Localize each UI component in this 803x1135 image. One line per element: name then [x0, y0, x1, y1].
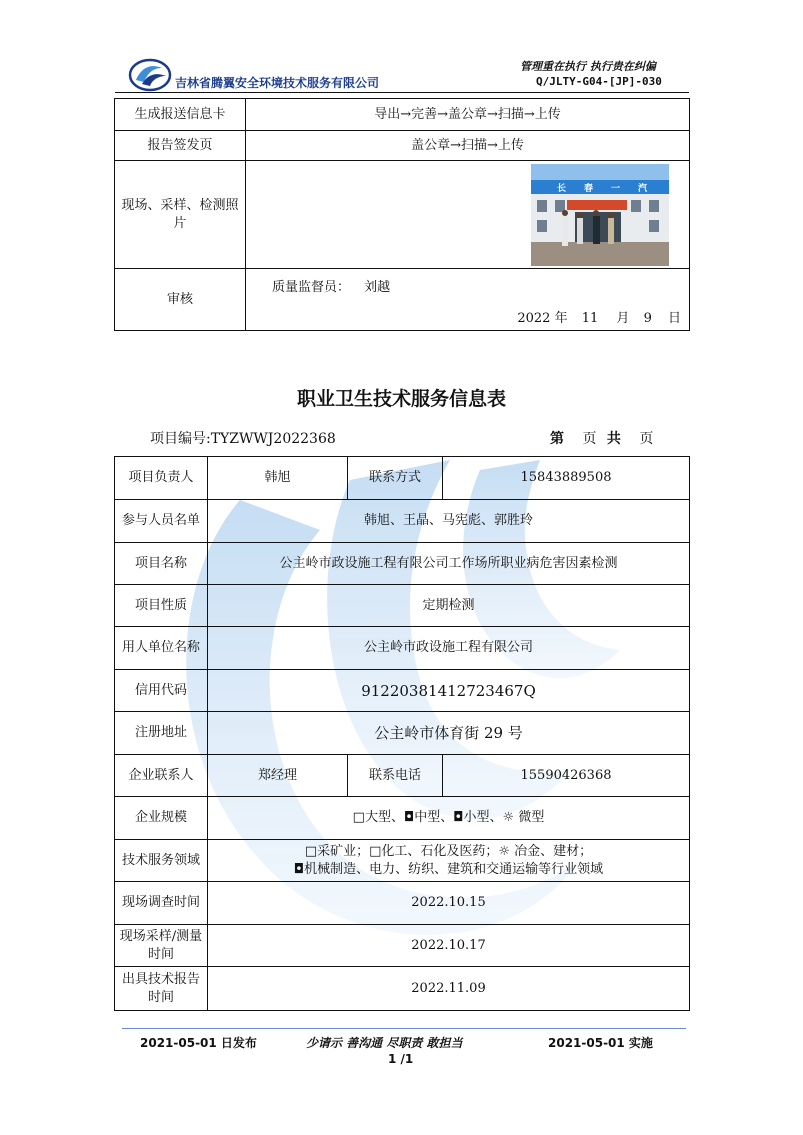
photo-cell	[246, 161, 690, 269]
scale-option: ☼ 微型	[502, 810, 545, 825]
table-row	[115, 797, 690, 840]
footer-motto: 少请示 善沟通 尽职责 敢担当	[306, 1036, 463, 1050]
table-row	[115, 500, 690, 543]
survey-value: 2022.10.15	[208, 882, 690, 925]
page-of	[550, 428, 653, 448]
footer-effective-date: 2021-05-01 实施	[548, 1036, 653, 1050]
field-value	[208, 840, 690, 882]
review-cell	[246, 269, 690, 331]
leader-value: 韩旭	[208, 457, 348, 500]
sampling-label: 现场采样/测量时间	[115, 925, 208, 967]
header-company-name: 吉林省腾翼安全环境技术服务有限公司	[175, 76, 380, 90]
employer-label: 用人单位名称	[115, 627, 208, 670]
page-ye2: 页	[639, 431, 654, 447]
review-day: 9	[643, 311, 652, 326]
contact-value: 15843889508	[443, 457, 690, 500]
supervisor-name: 刘越	[364, 280, 391, 295]
table-row	[115, 161, 690, 269]
table-row	[115, 457, 690, 500]
table-row	[115, 755, 690, 797]
members-label: 参与人员名单	[115, 500, 208, 543]
members-value: 韩旭、王晶、马宪彪、郭胜玲	[208, 500, 690, 543]
report-value: 2022.11.09	[208, 967, 690, 1011]
table-row	[115, 131, 690, 161]
page-di: 第	[550, 431, 564, 447]
info-table	[114, 456, 690, 1011]
table-row	[115, 840, 690, 882]
review-year: 2022	[517, 311, 551, 326]
contact-label: 联系方式	[348, 457, 443, 500]
credit-value: 91220381412723467Q	[208, 670, 690, 712]
review-date	[517, 310, 681, 328]
project-number: 项目编号:TYZWWJ2022368	[150, 431, 336, 447]
supervisor-line	[272, 279, 390, 297]
table-row	[115, 967, 690, 1011]
header-slogan: 管理重在执行 执行贵在纠偏	[520, 60, 656, 73]
footer-page-number: 1 /1	[388, 1052, 414, 1066]
table-row	[115, 627, 690, 670]
header-divider	[115, 92, 689, 93]
row-label: 现场、采样、检测照片	[115, 161, 246, 269]
field-line-1: □采矿业；□化工、石化及医药；☼ 冶金、建材；	[304, 843, 593, 859]
header-doc-code: Q/JLTY-G04-[JP]-030	[536, 75, 662, 88]
row-value: 导出→完善→盖公章→扫描→上传	[246, 99, 690, 131]
page-gong: 共	[606, 431, 621, 447]
form-title: 职业卫生技术服务信息表	[296, 388, 506, 410]
phone-value: 15590426368	[443, 755, 690, 797]
day-unit: 日	[667, 311, 681, 326]
site-photo	[531, 164, 669, 266]
year-unit: 年	[554, 311, 568, 326]
report-label: 出具技术报告时间	[115, 967, 208, 1011]
sampling-value: 2022.10.17	[208, 925, 690, 967]
leader-label: 项目负责人	[115, 457, 208, 500]
project-name-value: 公主岭市政设施工程有限公司工作场所职业病危害因素检测	[208, 543, 690, 585]
employer-value: 公主岭市政设施工程有限公司	[208, 627, 690, 670]
footer-divider	[122, 1028, 686, 1029]
table-row	[115, 543, 690, 585]
table-row	[115, 670, 690, 712]
field-label: 技术服务领域	[115, 840, 208, 882]
company-logo-icon	[128, 58, 172, 92]
row-value: 盖公章→扫描→上传	[246, 131, 690, 161]
row-label: 生成报送信息卡	[115, 99, 246, 131]
address-label: 注册地址	[115, 712, 208, 755]
nature-value: 定期检测	[208, 585, 690, 627]
table-row	[115, 585, 690, 627]
table-row	[115, 99, 690, 131]
table-row	[115, 712, 690, 755]
row-label: 报告签发页	[115, 131, 246, 161]
footer-issue-date: 2021-05-01 日发布	[140, 1036, 257, 1050]
credit-label: 信用代码	[115, 670, 208, 712]
phone-label: 联系电话	[348, 755, 443, 797]
scale-option: ◘中型、	[403, 810, 454, 825]
supervisor-label: 质量监督员：	[272, 280, 351, 295]
table-row	[115, 882, 690, 925]
survey-label: 现场调查时间	[115, 882, 208, 925]
table-row	[115, 925, 690, 967]
month-unit: 月	[616, 311, 630, 326]
scale-value	[208, 797, 690, 840]
table-row	[115, 269, 690, 331]
scale-option: □大型、	[352, 810, 404, 825]
process-table	[114, 98, 690, 331]
scale-option: ◘小型、	[453, 810, 503, 825]
scale-label: 企业规模	[115, 797, 208, 840]
ent-contact-value: 郑经理	[208, 755, 348, 797]
address-value: 公主岭市体育街 29 号	[208, 712, 690, 755]
ent-contact-label: 企业联系人	[115, 755, 208, 797]
project-name-label: 项目名称	[115, 543, 208, 585]
field-line-2: ◘机械制造、电力、纺织、建筑和交通运输等行业领域	[293, 861, 604, 877]
review-month: 11	[581, 311, 599, 326]
nature-label: 项目性质	[115, 585, 208, 627]
page-ye1: 页	[582, 431, 597, 447]
row-label: 审核	[115, 269, 246, 331]
photo-sign-text: 长春一汽	[557, 183, 666, 194]
